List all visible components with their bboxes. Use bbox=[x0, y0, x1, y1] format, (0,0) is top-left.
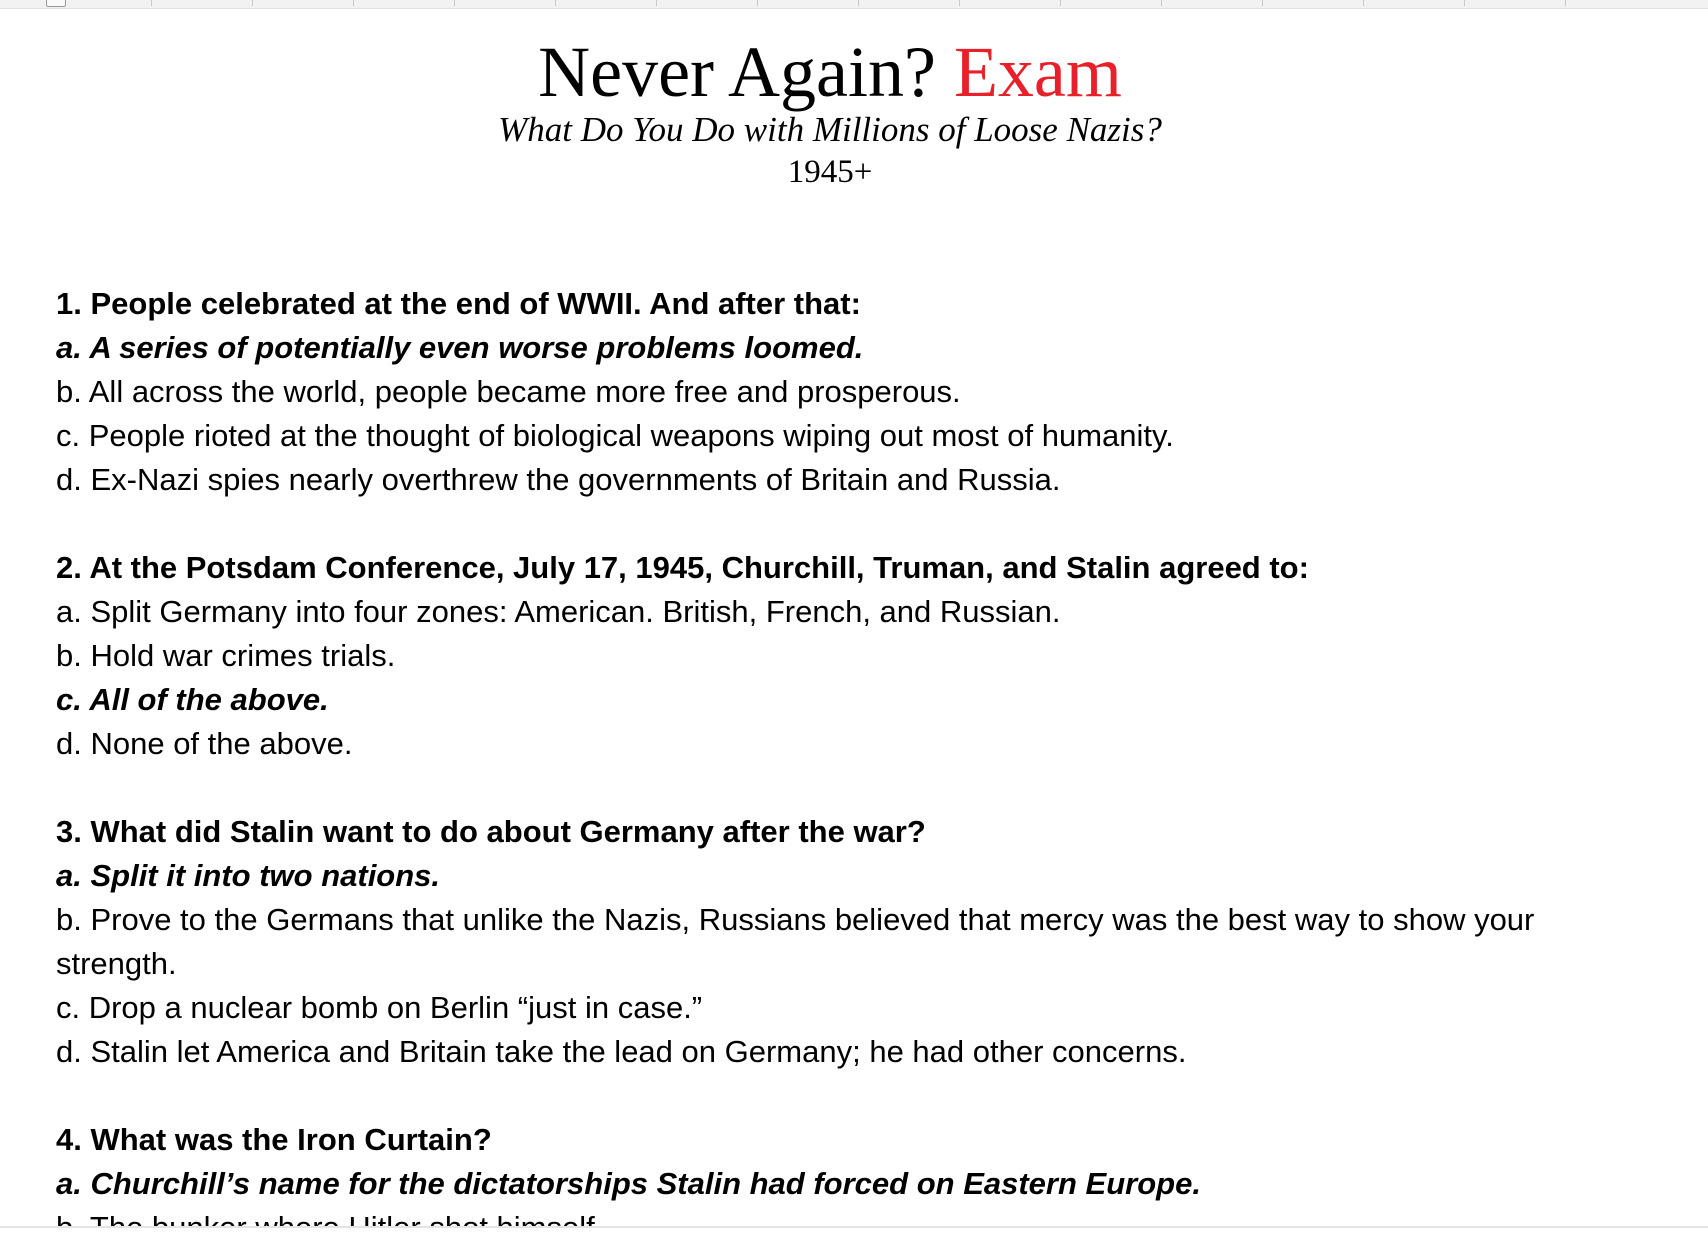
answer-option: d. None of the above. bbox=[56, 726, 353, 761]
document-subtitle: What Do You Do with Millions of Loose Nazis? bbox=[498, 110, 1162, 149]
question-3 bbox=[56, 810, 1616, 1074]
question-text: 1. People celebrated at the end of WWII. And after that: bbox=[56, 286, 861, 321]
exam-body bbox=[56, 282, 1616, 1250]
question-text: 4. What was the Iron Curtain? bbox=[56, 1122, 492, 1157]
title-accent: Exam bbox=[953, 32, 1122, 112]
spacer bbox=[56, 1074, 1616, 1118]
answer-option: b. Prove to the Germans that unlike the Nazis, Russians believed that mercy was the best way to show your strength. bbox=[56, 902, 1535, 981]
question-text: 3. What did Stalin want to do about Germany after the war? bbox=[56, 814, 926, 849]
ruler-tick bbox=[858, 0, 859, 6]
ruler-tick bbox=[1464, 0, 1465, 6]
question-1 bbox=[56, 282, 1616, 502]
answer-option: a. Split Germany into four zones: American. British, French, and Russian. bbox=[56, 594, 1061, 629]
ruler-tick bbox=[252, 0, 253, 6]
ruler-tick bbox=[1161, 0, 1162, 6]
answer-option: a. Churchill’s name for the dictatorships Stalin had forced on Eastern Europe. bbox=[56, 1166, 1201, 1201]
ruler-tick bbox=[1363, 0, 1364, 6]
ruler-tick bbox=[353, 0, 354, 6]
ruler-tick bbox=[1060, 0, 1061, 6]
ruler-tick bbox=[555, 0, 556, 6]
ruler-tick bbox=[959, 0, 960, 6]
ruler-tick bbox=[151, 0, 152, 6]
ruler-corner-checkbox[interactable] bbox=[46, 0, 66, 7]
answer-option: a. Split it into two nations. bbox=[56, 858, 441, 893]
document-year: 1945+ bbox=[787, 154, 873, 190]
question-2 bbox=[56, 546, 1616, 766]
document-title bbox=[0, 30, 1660, 114]
ruler-tick bbox=[656, 0, 657, 6]
answer-option: a. A series of potentially even worse problems loomed. bbox=[56, 330, 864, 365]
ruler-tick bbox=[1565, 0, 1566, 6]
answer-option: c. All of the above. bbox=[56, 682, 329, 717]
answer-option: b. Hold war crimes trials. bbox=[56, 638, 396, 673]
spacer bbox=[56, 502, 1616, 546]
ruler-tick bbox=[757, 0, 758, 6]
spacer bbox=[56, 766, 1616, 810]
ruler-tick bbox=[454, 0, 455, 6]
answer-option: c. Drop a nuclear bomb on Berlin “just in case.” bbox=[56, 990, 703, 1025]
ruler-bar bbox=[0, 0, 1708, 9]
answer-option: d. Stalin let America and Britain take the lead on Germany; he had other concerns. bbox=[56, 1034, 1187, 1069]
title-main: Never Again? bbox=[538, 32, 936, 112]
question-text: 2. At the Potsdam Conference, July 17, 1945, Churchill, Truman, and Stalin agreed to: bbox=[56, 550, 1309, 585]
answer-option: c. People rioted at the thought of biological weapons wiping out most of humanity. bbox=[56, 418, 1174, 453]
answer-option: d. Ex-Nazi spies nearly overthrew the governments of Britain and Russia. bbox=[56, 462, 1061, 497]
answer-option: b. All across the world, people became more free and prosperous. bbox=[56, 374, 961, 409]
ruler-tick bbox=[1262, 0, 1263, 6]
